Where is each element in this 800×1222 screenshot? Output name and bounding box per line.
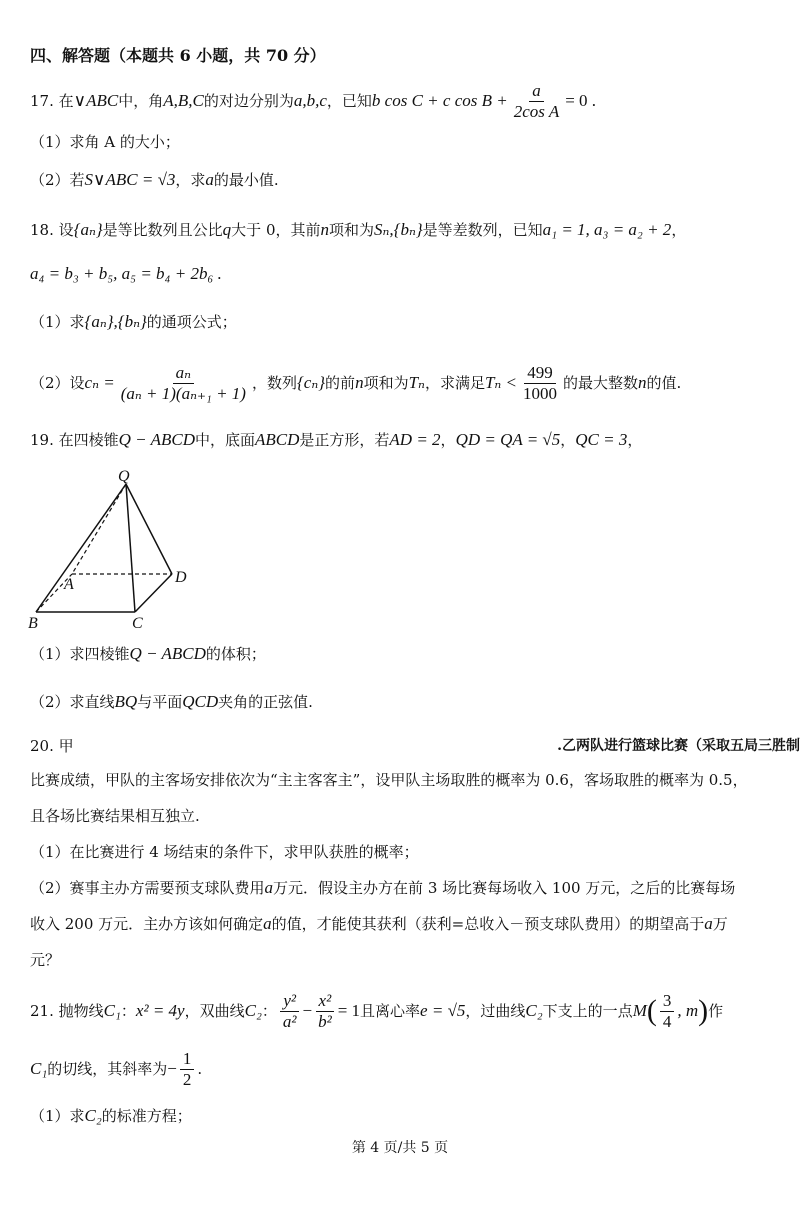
q18-frac-den: (aₙ + 1)(aₙ₊₁ + 1) [120, 383, 246, 403]
q17-var: a [205, 170, 214, 189]
q18-text: （2）设 [30, 374, 85, 392]
q20-line4: 元？ [30, 951, 61, 969]
q21-paren-open: ( [646, 994, 657, 1027]
q17-angles: A,B,C [163, 91, 204, 110]
q18-text: 大于 0，其前 [231, 221, 321, 239]
q21-slope-sign: − [167, 1059, 177, 1078]
q18-text: 是等差数列，已知 [422, 221, 543, 239]
label-C: C [132, 615, 143, 632]
q18-ineq: Tₙ < [484, 373, 518, 392]
q19-number: 19. [30, 431, 54, 449]
label-Q: Q [118, 468, 130, 485]
q21-frac-den: a² [282, 1011, 297, 1031]
edge-QA [72, 484, 126, 574]
q17-part2 [30, 170, 279, 190]
q18-part1 [30, 312, 237, 332]
q18-number: 18. [30, 221, 54, 239]
q19-text: 的体积； [205, 645, 266, 663]
q19-pyramid: Q − ABCD [129, 644, 206, 663]
q19-cond2: QD = QA = √5 [455, 430, 561, 449]
q21-text: . [197, 1060, 203, 1078]
label-B: B [28, 615, 38, 632]
q18-text: 的最大整数 [563, 374, 639, 392]
q18-ratio: q [222, 220, 232, 239]
q18-text: 的前 [325, 374, 356, 392]
q17-number: 17. [30, 92, 54, 110]
q19-sep: ， [560, 431, 576, 449]
q19-text: 中，底面 [194, 431, 255, 449]
q21-c1: C₁ [30, 1059, 48, 1078]
q18-bound-fraction [520, 363, 560, 404]
q19-text: （2）求直线 [30, 693, 115, 711]
q17-stem [30, 80, 596, 122]
q19-plane-qcd: QCD [182, 692, 219, 711]
q21-text: 下支上的一点 [542, 1002, 633, 1020]
q19-text: 夹角的正弦值. [218, 693, 313, 711]
q21-frac-den: 4 [662, 1011, 672, 1031]
q20-text: （2）赛事主办方需要预支球队费用 [30, 879, 265, 897]
q18-frac-num: aₙ [173, 363, 194, 384]
q18-cond2-expr: a₄ = b₃ + b₅, a₅ = b₄ + 2b₆ . [30, 264, 222, 283]
q21-frac-num: x² [316, 991, 335, 1012]
q20-line2: 且各场比赛结果相互独立. [30, 807, 200, 825]
q20-text: 万元．假设主办方在前 3 场比赛每场收入 100 万元，之后的比赛每场 [273, 879, 736, 897]
q20-part2 [30, 878, 735, 898]
q17-triangle: ∨ABC [73, 91, 119, 110]
q20-garbled-text: .乙两队进行篮球比赛（采取五局三胜制 [557, 738, 800, 754]
q18-text: ，数列 [251, 374, 297, 392]
q21-ecc: e = √5 [420, 1001, 466, 1020]
q21-part1 [30, 1106, 192, 1126]
q21-parabola: x² = 4y [135, 1001, 185, 1020]
q17-text: （2）若 [30, 171, 85, 189]
q18-n: n [320, 220, 329, 239]
q21-text: ： [120, 1002, 136, 1020]
q20-number: 20. [30, 737, 54, 755]
q21-text: ： [261, 1002, 277, 1020]
q17-fraction [511, 81, 563, 122]
q19-text: （1）求四棱锥 [30, 645, 130, 663]
q21-text: 抛物线 [58, 1002, 104, 1020]
q21-frac-den: b² [318, 1011, 332, 1031]
q19-stem [30, 430, 642, 450]
edge-QC [126, 484, 135, 612]
q18-tn: Tₙ [408, 373, 425, 392]
q18-text: 的值. [646, 374, 682, 392]
q18-cond2 [30, 264, 222, 284]
q20-text: 万 [712, 915, 728, 933]
q21-line2 [30, 1046, 202, 1092]
q21-frac-den: 2 [182, 1069, 192, 1089]
q18-bound-den: 1000 [523, 383, 558, 403]
q21-c2: C₂ [525, 1001, 543, 1020]
q20-var-a: a [264, 878, 274, 897]
q20-stem [30, 736, 74, 756]
q17-frac-num: a [529, 81, 544, 102]
q20-text: 的值，才能使其获利（获利=总收入－预支球队费用）的期望高于 [271, 915, 705, 933]
q18-part2 [30, 360, 681, 406]
edge-QB [36, 484, 126, 612]
q17-area-expr: S∨ABC = √3 [84, 170, 176, 189]
q18-seqs: {aₙ},{bₙ} [84, 312, 147, 331]
q20-part1: （1）在比赛进行 4 场结束的条件下，求甲队获胜的概率； [30, 843, 419, 861]
edge-CD [135, 574, 172, 612]
q17-text: 在 [58, 92, 74, 110]
q18-cond1: a₁ = 1, a₃ = a₂ + 2 [542, 220, 672, 239]
q17-part1: （1）求角 A 的大小； [30, 133, 180, 151]
q18-text: （1）求 [30, 313, 85, 331]
q18-n: n [355, 373, 364, 392]
page-footer: 第 4 页/共 5 页 [351, 1140, 449, 1156]
q21-text: 且离心率 [360, 1002, 421, 1020]
q21-frac-num: 3 [660, 991, 675, 1012]
q21-stem [30, 988, 723, 1034]
q19-part1 [30, 644, 266, 664]
q17-frac-den: 2cos A [513, 101, 560, 121]
q18-text: 设 [58, 221, 74, 239]
q21-hyp-frac1 [280, 991, 300, 1032]
q19-pyramid: Q − ABCD [118, 430, 195, 449]
pyramid-figure [20, 462, 220, 632]
q18-text: 的通项公式； [146, 313, 237, 331]
q21-text: ，过曲线 [465, 1002, 526, 1020]
q20-text: 收入 200 万元．主办方该如何确定 [30, 915, 264, 933]
q21-eq1: = 1 [337, 1001, 361, 1020]
q18-seq-a: {aₙ} [73, 220, 103, 239]
q18-bound-num: 499 [524, 363, 556, 384]
q19-sep: ， [627, 431, 643, 449]
q21-hyp-frac2 [315, 991, 335, 1032]
q18-text: ，求满足 [424, 374, 485, 392]
label-D: D [175, 569, 187, 586]
q17-text: ，求 [175, 171, 206, 189]
q21-number: 21. [30, 1002, 54, 1020]
q19-sep: ， [440, 431, 456, 449]
q21-text: （1）求 [30, 1107, 85, 1125]
q17-equation-right: = 0 . [565, 91, 597, 110]
q21-c2: C₂ [84, 1106, 102, 1125]
edge-QD [126, 484, 172, 574]
q18-n: n [638, 373, 647, 392]
q18-text: 是等比数列且公比 [102, 221, 223, 239]
q18-text: 项和为 [328, 221, 374, 239]
q19-line-bq: BQ [114, 692, 138, 711]
q20-text: 甲 [58, 737, 74, 755]
q21-text: ，双曲线 [184, 1002, 245, 1020]
q20-line1: 比赛成绩，甲队的主客场安排依次为“主主客客主”，设甲队主场取胜的概率为 0.6，客场取胜的概率为 0.5， [30, 771, 748, 789]
q21-frac-num: y² [280, 991, 299, 1012]
q17-text: 的对边分别为 [203, 92, 294, 110]
section-title: 四、解答题（本题共 6 小题，共 70 分） [30, 46, 326, 65]
q19-cond1: AD = 2 [389, 430, 441, 449]
q19-text: 与平面 [137, 693, 183, 711]
q20-line3 [30, 914, 728, 934]
q21-text: 的切线，其斜率为 [47, 1060, 168, 1078]
q17-sides: a,b,c [293, 91, 327, 110]
q21-frac-num: 1 [180, 1049, 195, 1070]
q20-var-a: a [704, 914, 713, 933]
q21-minus: − [302, 1001, 313, 1020]
q21-c2: C₂ [244, 1001, 262, 1020]
q18-seq-c: {cₙ} [297, 373, 326, 392]
q18-text: 项和为 [363, 374, 409, 392]
q21-point-m: M [632, 1001, 647, 1020]
q17-text: ，已知 [326, 92, 372, 110]
q21-c1: C₁ [103, 1001, 121, 1020]
q17-equation-left: b cos C + c cos B + [371, 91, 508, 110]
q19-text: 是正方形，若 [299, 431, 390, 449]
q19-cond3: QC = 3 [575, 430, 628, 449]
q19-base: ABCD [255, 430, 300, 449]
q21-point-frac [660, 991, 675, 1032]
q18-sn-bn: Sₙ,{bₙ} [374, 220, 423, 239]
q20-var-a: a [263, 914, 272, 933]
q18-stem [30, 220, 686, 240]
q21-point-m-coord: , m [677, 1001, 699, 1020]
q21-text: 的标准方程； [101, 1107, 192, 1125]
q19-part2 [30, 692, 313, 712]
q18-cn: cₙ = [84, 373, 115, 392]
label-A: A [64, 576, 74, 593]
q21-slope-frac [180, 1049, 195, 1090]
q17-text: 中，角 [118, 92, 164, 110]
q18-cn-fraction [118, 363, 249, 404]
q18-text: ， [671, 221, 687, 239]
q19-text: 在四棱锥 [58, 431, 119, 449]
q21-text: 作 [708, 1002, 724, 1020]
q21-paren-close: ) [698, 994, 709, 1027]
q17-text: 的最小值. [213, 171, 279, 189]
